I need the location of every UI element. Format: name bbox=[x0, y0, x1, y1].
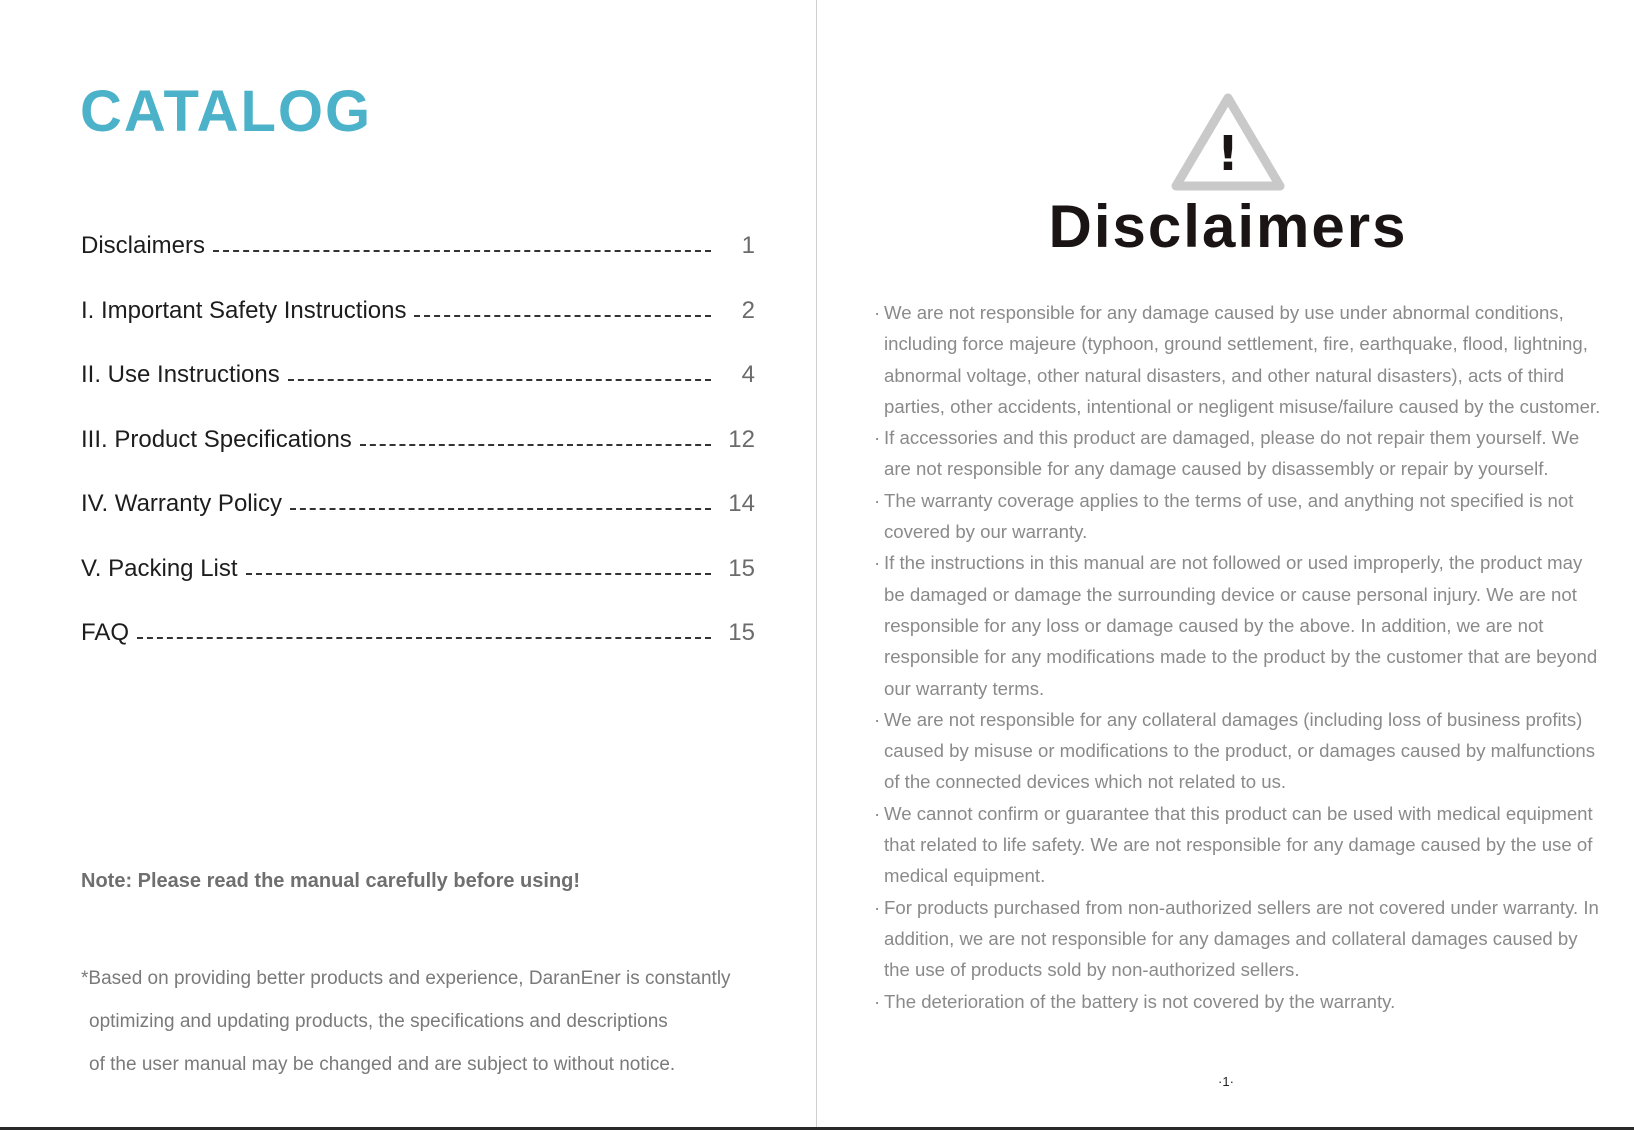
disclaimer-item: · The warranty coverage applies to the terms of use, and anything not specified is not covered by our warranty. bbox=[876, 485, 1606, 548]
footnote bbox=[81, 957, 781, 1086]
disclaimers-list bbox=[876, 297, 1606, 1017]
toc-entry-page: 1 bbox=[741, 232, 755, 259]
toc-entry-faq[interactable] bbox=[81, 617, 755, 682]
disclaimer-item: · For products purchased from non-authorized sellers are not covered under warranty. In addition, we are not responsible for any damages and collateral damages caused by the use of products sold by non-authorized sellers. bbox=[876, 892, 1606, 986]
toc-entry-label: Disclaimers bbox=[81, 230, 213, 262]
toc-entry-use-instructions[interactable] bbox=[81, 359, 755, 424]
toc-dotted-leader bbox=[290, 508, 711, 510]
disclaimer-item: · We cannot confirm or guarantee that this product can be used with medical equipment that related to life safety. We are not responsible for any damage caused by the use of medical equipment. bbox=[876, 798, 1606, 892]
toc-entry-page: 4 bbox=[741, 361, 755, 388]
warning-exclamation-mark: ! bbox=[1217, 126, 1239, 182]
page-divider bbox=[816, 0, 817, 1128]
toc-entry-label: FAQ bbox=[81, 617, 137, 649]
toc-entry-label: II. Use Instructions bbox=[81, 359, 288, 391]
toc-entry-page: 15 bbox=[728, 619, 755, 646]
table-of-contents bbox=[81, 230, 755, 682]
disclaimer-item: · If accessories and this product are damaged, please do not repair them yourself. We are not responsible for any damage caused by disassembly or repair by yourself. bbox=[876, 422, 1606, 485]
footnote-line: *Based on providing better products and experience, DaranEner is constantly bbox=[81, 968, 731, 989]
toc-entry-packing-list[interactable] bbox=[81, 553, 755, 618]
disclaimer-item: · We are not responsible for any collateral damages (including loss of business profits) caused by misuse or modifications to the product, or damages caused by malfunctions of the connected devices which not related to us. bbox=[876, 704, 1606, 798]
toc-dotted-leader bbox=[213, 250, 711, 252]
reading-note: Note: Please read the manual carefully before using! bbox=[81, 870, 581, 892]
page-number: ·1· bbox=[1218, 1074, 1234, 1089]
toc-dotted-leader bbox=[414, 315, 711, 317]
toc-dotted-leader bbox=[137, 637, 711, 639]
toc-entry-product-specifications[interactable] bbox=[81, 424, 755, 489]
toc-dotted-leader bbox=[246, 573, 711, 575]
footnote-line: of the user manual may be changed and are subject to without notice. bbox=[89, 1054, 676, 1075]
toc-entry-label: I. Important Safety Instructions bbox=[81, 295, 414, 327]
toc-entry-disclaimers[interactable] bbox=[81, 230, 755, 295]
footnote-line: optimizing and updating products, the specifications and descriptions bbox=[89, 1011, 668, 1032]
toc-entry-safety-instructions[interactable] bbox=[81, 295, 755, 360]
toc-dotted-leader bbox=[360, 444, 711, 446]
toc-entry-page: 15 bbox=[728, 554, 755, 582]
toc-entry-page: 14 bbox=[728, 490, 755, 517]
toc-entry-page: 12 bbox=[728, 425, 755, 453]
disclaimer-item: · We are not responsible for any damage caused by use under abnormal conditions, including force majeure (typhoon, ground settlement, fire, earthquake, flood, lightning, abnormal voltage, other natural disasters, and other natural disasters), acts of third parties, other accidents, intentional or negligent misuse/failure caused by the customer. bbox=[876, 297, 1606, 422]
toc-entry-label: V. Packing List bbox=[81, 553, 246, 585]
toc-entry-page: 2 bbox=[741, 296, 755, 324]
toc-entry-label: III. Product Specifications bbox=[81, 424, 360, 456]
disclaimers-title: Disclaimers bbox=[1048, 193, 1408, 260]
catalog-title: CATALOG bbox=[80, 79, 373, 144]
toc-dotted-leader bbox=[288, 379, 711, 381]
toc-entry-warranty-policy[interactable] bbox=[81, 488, 755, 553]
disclaimer-item: · If the instructions in this manual are not followed or used improperly, the product may be damaged or damage the surrounding device or cause personal injury. We are not responsible for any loss or damage caused by the above. In addition, we are not responsible for any modifications made to the product by the customer that are beyond our warranty terms. bbox=[876, 547, 1606, 703]
toc-entry-label: IV. Warranty Policy bbox=[81, 488, 290, 520]
warning-triangle-icon bbox=[1168, 90, 1288, 194]
disclaimer-item: · The deterioration of the battery is not covered by the warranty. bbox=[876, 986, 1606, 1017]
